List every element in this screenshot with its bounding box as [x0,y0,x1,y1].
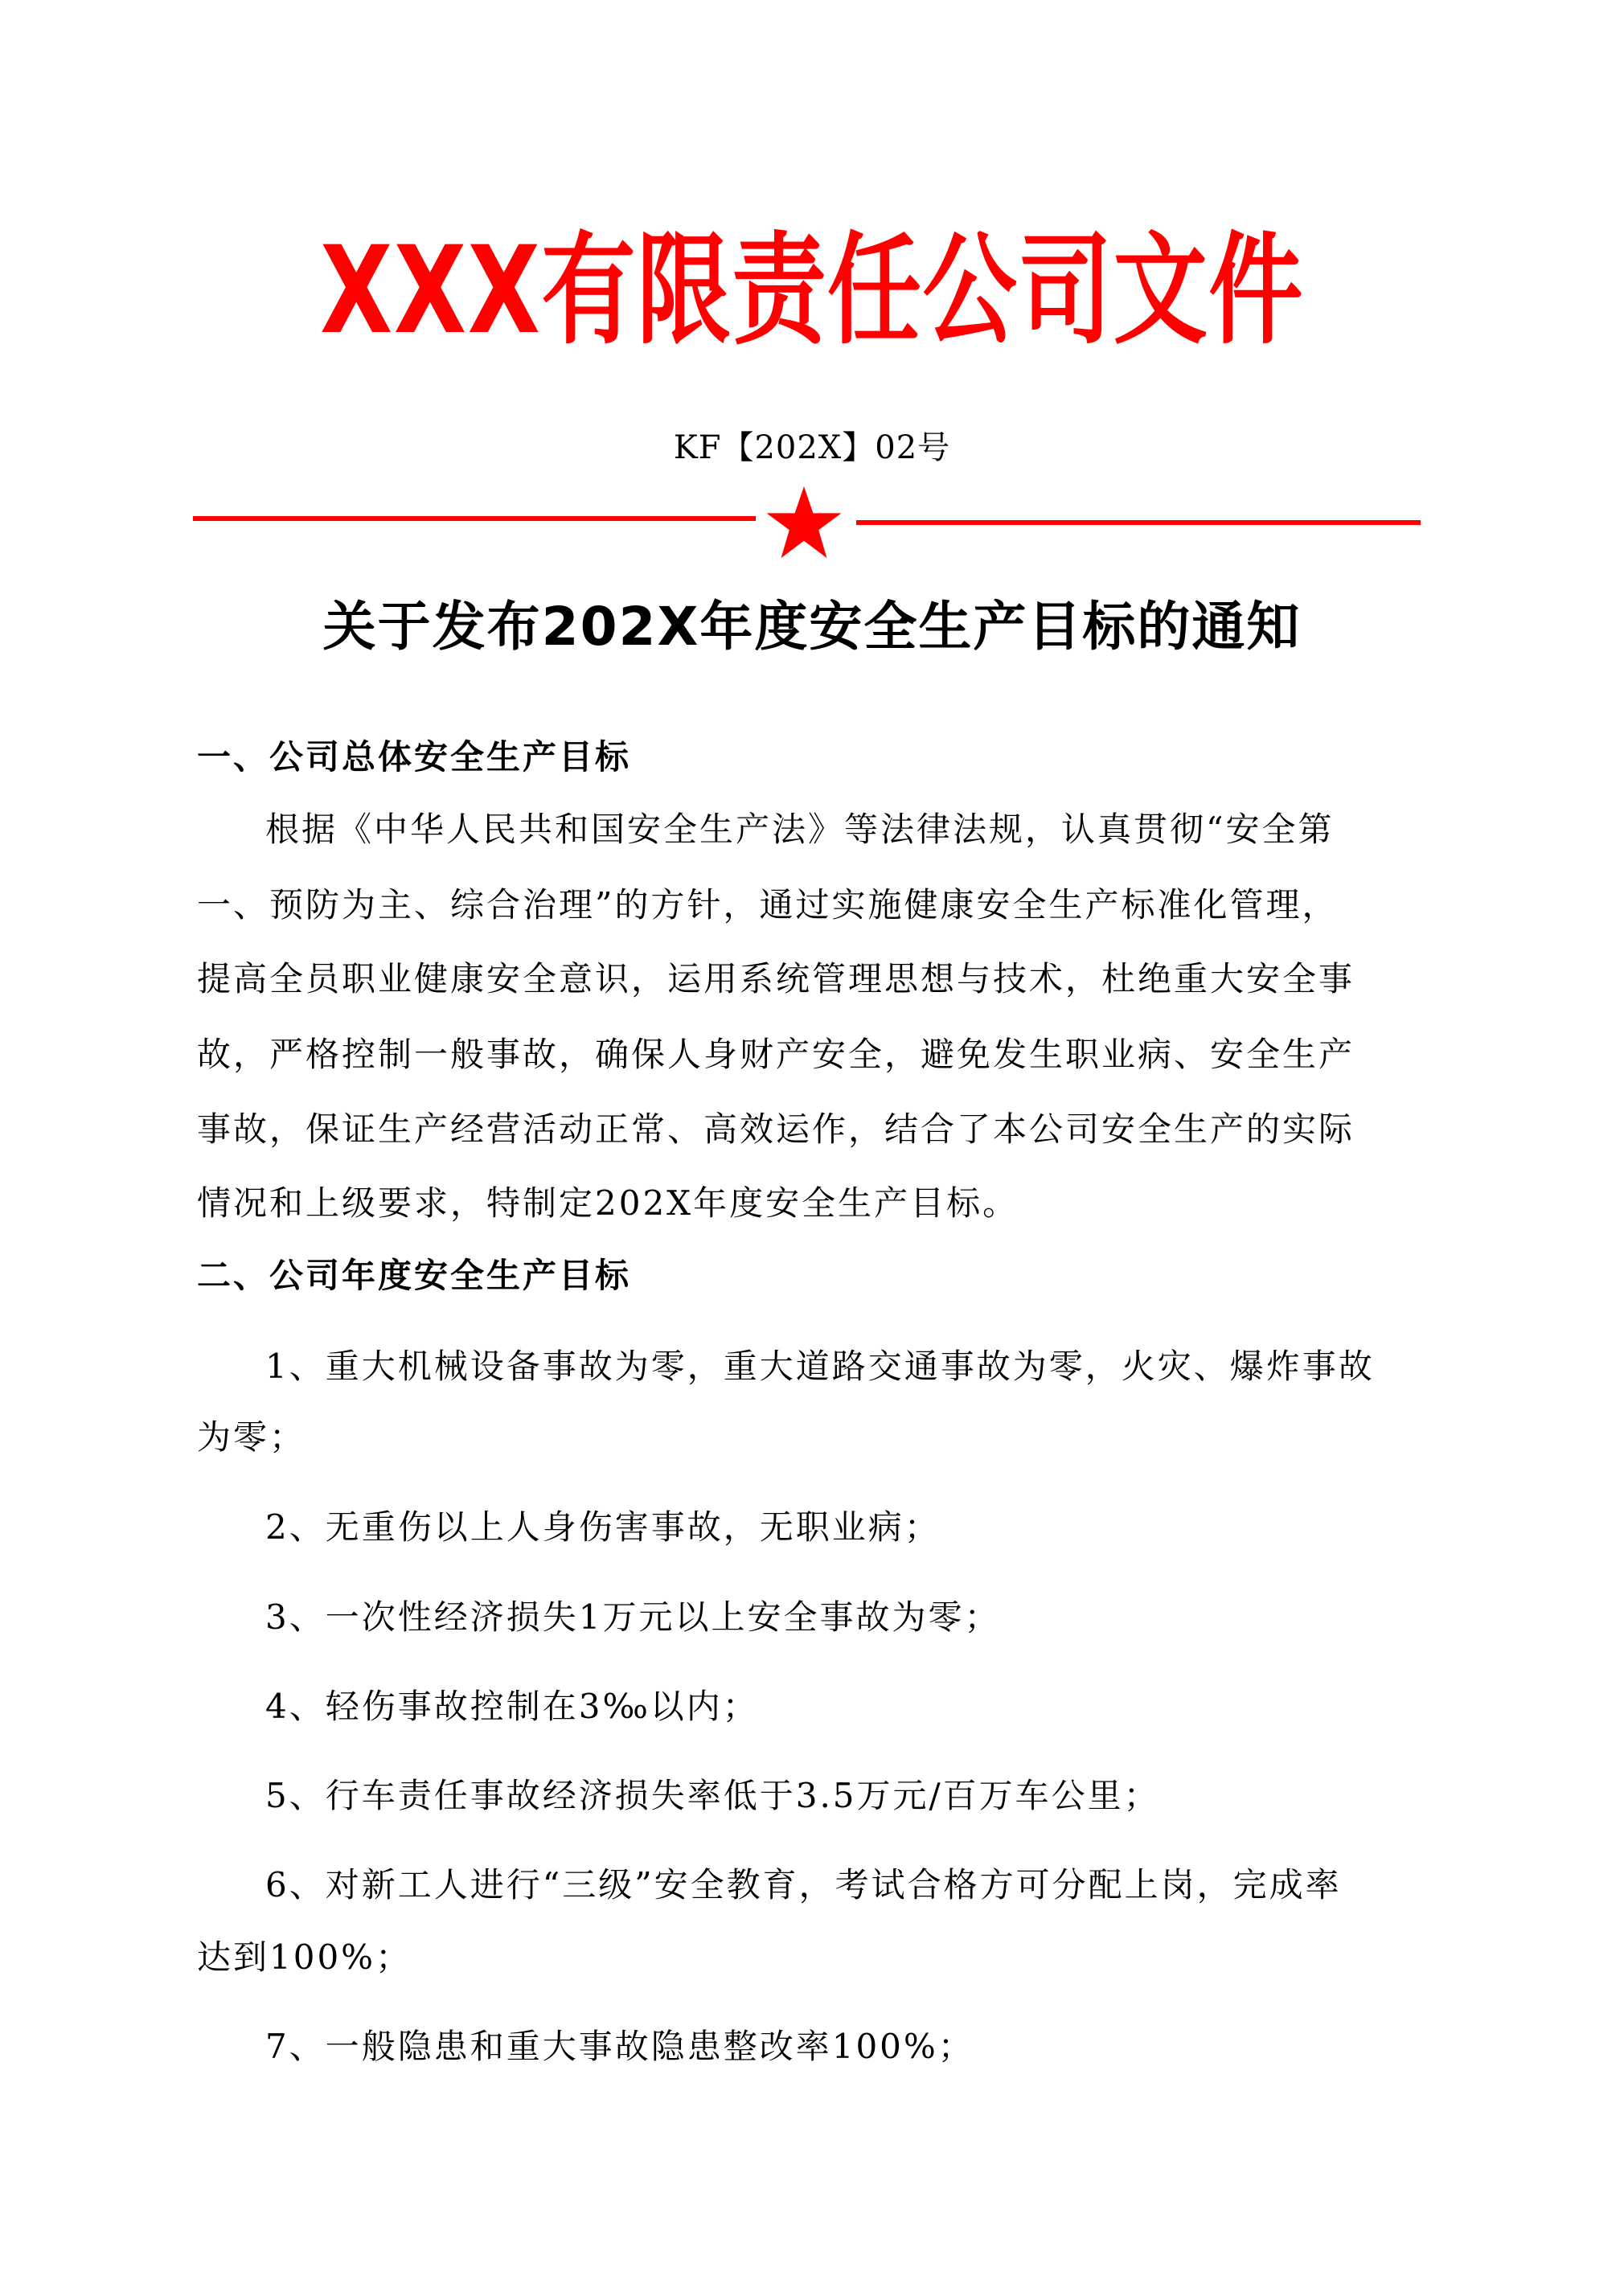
list-item: 5、行车责任事故经济损失率低于3.5万元/百万车公里； [265,1776,1160,1815]
list-item-continuation: 为零； [197,1417,306,1457]
section-heading: 二、公司年度安全生产目标 [197,1256,632,1295]
separator-line-right [856,520,1421,525]
paragraph-line: 事故，保证生产经营活动正常、高效运作，结合了本公司安全生产的实际 [197,1109,1355,1149]
paragraph-line: 情况和上级要求，特制定202X年度安全生产目标。 [197,1183,1019,1223]
list-item: 2、无重伤以上人身伤害事故，无职业病； [265,1507,941,1547]
paragraph-line: 提高全员职业健康安全意识，运用系统管理思想与技术，杜绝重大安全事 [197,959,1355,998]
document-number: KF【202X】02号 [673,429,951,466]
list-item: 1、重大机械设备事故为零，重大道路交通事故为零，火灾、爆炸事故 [265,1347,1375,1386]
list-item: 4、轻伤事故控制在3‰以内； [265,1687,759,1726]
paragraph-line: 根据《中华人民共和国安全生产法》等法律法规，认真贯彻“安全第 [265,810,1335,849]
list-item: 6、对新工人进行“三级”安全教育，考试合格方可分配上岗，完成率 [265,1865,1342,1904]
star-icon [764,486,844,560]
separator-line-left [193,516,756,521]
notice-title: 关于发布202X年度安全生产目标的通知 [322,596,1302,658]
list-item-continuation: 达到100%； [197,1937,412,1977]
paragraph-line: 故，严格控制一般事故，确保人身财产安全，避免发生职业病、安全生产 [197,1035,1355,1074]
section-heading: 一、公司总体安全生产目标 [197,737,632,777]
masthead-title: XXX有限责任公司文件 [320,221,1304,361]
paragraph-line: 一、预防为主、综合治理”的方针，通过实施健康安全生产标准化管理， [197,885,1339,925]
list-item: 7、一般隐患和重大事故隐患整改率100%； [265,2027,974,2066]
list-item: 3、一次性经济损失1万元以上安全事故为零； [265,1597,1001,1637]
